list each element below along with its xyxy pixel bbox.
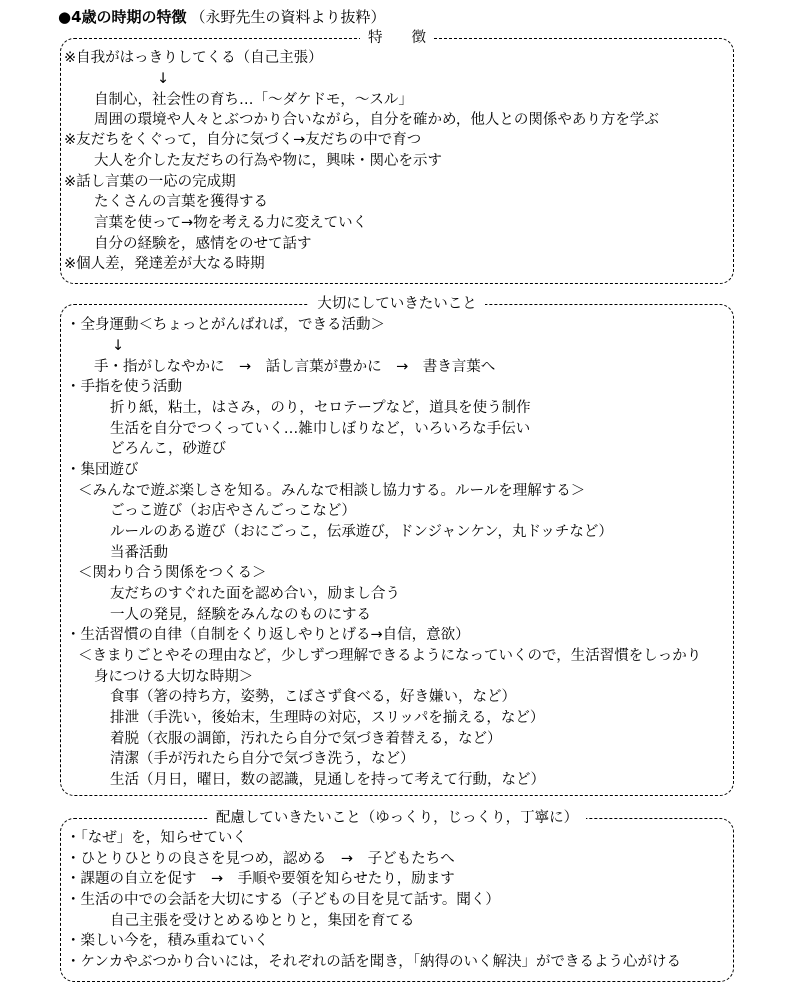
feature-line: たくさんの言葉を獲得する — [94, 194, 268, 210]
document-title-source: （永野先生の資料より抜粋） — [190, 8, 386, 26]
priority-line: ・生活習慣の自律（自制をくり返しやりとげる→自信，意欲） — [66, 627, 470, 643]
priority-line: ・手指を使う活動 — [66, 379, 182, 395]
priority-line: 生活を自分でつくっていく…雑巾しぼりなど，いろいろな手伝い — [110, 421, 531, 437]
priority-line: ルールのある遊び（おにごっこ，伝承遊び，ドンジャンケン，丸ドッチなど） — [110, 524, 613, 540]
priority-line: 一人の発見，経験をみんなのものにする — [110, 607, 371, 623]
arrow-down: ↓ — [157, 71, 170, 87]
arrow-down: ↓ — [112, 338, 125, 354]
priority-line: ＜みんなで遊ぶ楽しさを知る。みんなで相談し協力する。ルールを理解する＞ — [78, 483, 586, 499]
consideration-line: ・生活の中での会話を大切にする（子どもの目を見て話す。聞く） — [66, 892, 500, 908]
feature-line: ※友だちをくぐって，自分に気づく→友だちの中で育つ — [64, 132, 422, 148]
feature-line: 自分の経験を，感情をのせて話す — [94, 236, 312, 252]
feature-line: 言葉を使って→物を考える力に変えていく — [94, 215, 368, 231]
priority-line: 着脱（衣服の調節，汚れたら自分で気づき着替える，など） — [110, 731, 502, 747]
priority-line: ・全身運動＜ちょっとがんばれば，できる活動＞ — [66, 317, 385, 333]
consideration-line: ・ケンカやぶつかり合いには，それぞれの話を聞き，「納得のいく解決」ができるよう心がける — [66, 954, 681, 970]
consideration-line: 自己主張を受けとめるゆとりと，集団を育てる — [110, 913, 415, 929]
priority-line: ごっこ遊び（お店やさんごっこなど） — [110, 503, 356, 519]
feature-line: 自制心，社会性の育ち…「～ダケドモ，～スル」 — [94, 92, 413, 108]
priority-line: 折り紙，粘土，はさみ，のり，セロテープなど，道具を使う制作 — [110, 400, 531, 416]
priority-line: 生活（月日，曜日，数の認識，見通しを持って考えて行動，など） — [110, 772, 545, 788]
features-heading: 特 徴 — [61, 28, 733, 48]
priority-line: 清潔（手が汚れたら自分で気づき洗う，など） — [110, 751, 415, 767]
priority-line: ＜きまりごとやその理由など，少しずつ理解できるようになっていくので，生活習慣をしっかり — [78, 648, 702, 664]
priority-line: ＜関わり合う関係をつくる＞ — [78, 565, 267, 581]
feature-line: 大人を介した友だちの行為や物に，興味・関心を示す — [94, 153, 442, 169]
priority-line: ・集団遊び — [66, 462, 139, 478]
priority-line: どろんこ，砂遊び — [110, 441, 226, 457]
priority-line: 身につける大切な時期＞ — [94, 669, 254, 685]
priority-line: 排泄（手洗い，後始末，生理時の対応，スリッパを揃える，など） — [110, 710, 545, 726]
considerations-heading: 配慮していきたいこと（ゆっくり，じっくり，丁寧に） — [61, 808, 733, 828]
priority-line: 食事（箸の持ち方，姿勢，こぼさず食べる，好き嫌い，など） — [110, 689, 516, 705]
feature-line: ※個人差，発達差が大なる時期 — [64, 256, 265, 272]
feature-line: ※話し言葉の一応の完成期 — [64, 174, 236, 190]
consideration-line: ・ひとりひとりの良さを見つめ，認める → 子どもたちへ — [66, 851, 455, 867]
priorities-heading: 大切にしていきたいこと — [61, 294, 733, 314]
feature-line: ※自我がはっきりしてくる（自己主張） — [64, 50, 323, 66]
document-title — [58, 6, 386, 27]
priority-line: 当番活動 — [110, 545, 168, 561]
consideration-line: ・課題の自立を促す → 手順や要領を知らせたり，励ます — [66, 871, 455, 887]
consideration-line: ・「なぜ」を，知らせていく — [66, 830, 247, 846]
priority-line: 友だちのすぐれた面を認め合い，励まし合う — [110, 586, 400, 602]
feature-line: 周囲の環境や人々とぶつかり合いながら，自分を確かめ，他人との関係やあり方を学ぶ — [94, 112, 659, 128]
priority-line: 手・指がしなやかに → 話し言葉が豊かに → 書き言葉へ — [94, 359, 496, 375]
document-title-main: ●4歳の時期の特徴 — [58, 8, 187, 26]
consideration-line: ・楽しい今を，積み重ねていく — [66, 933, 269, 949]
